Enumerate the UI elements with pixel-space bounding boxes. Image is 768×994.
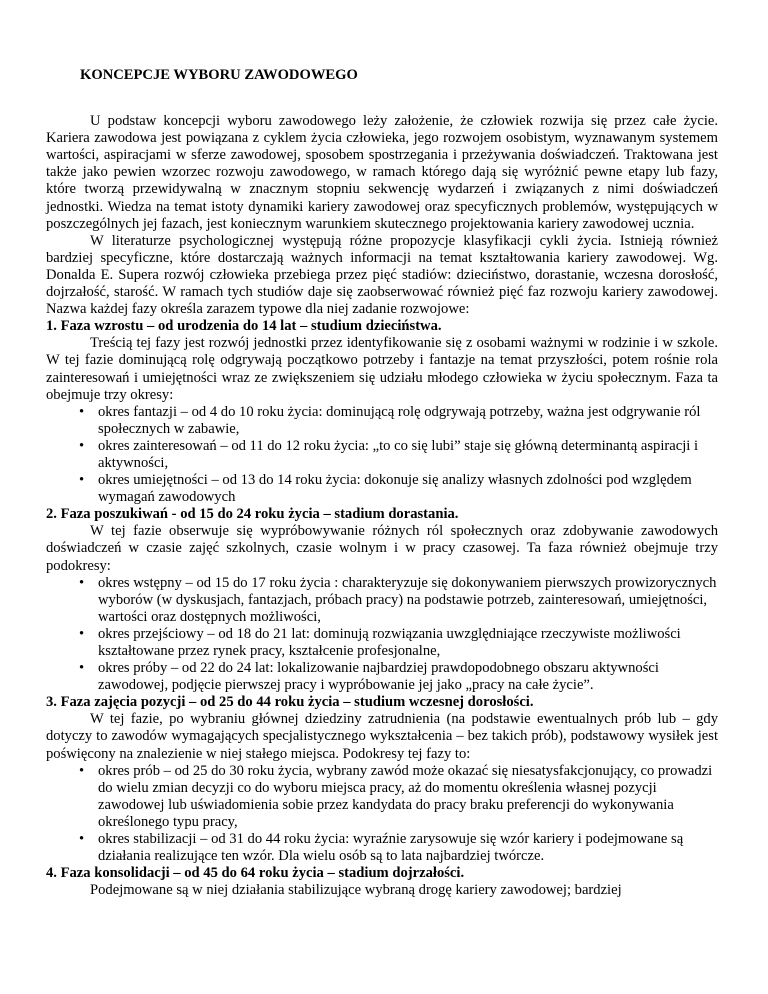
phase-2-heading: 2. Faza poszukiwań - od 15 do 24 roku życia – stadium dorastania. — [46, 506, 459, 523]
bullet-icon: • — [79, 660, 85, 677]
list-item: • okres wstępny – od 15 do 17 roku życia : charakteryzuje się dokonywaniem pierwszych prowizorycznych wyborów (w dyskusjach, fantazjach, próbach pracy) na podstawie potrzeb, zainteresowań, umiejętności, wartości oraz dostępnych możliwości, — [79, 574, 717, 625]
phase-4-text: Podejmowane są w niej działania stabilizujące wybraną drogę kariery zawodowej; bardziej — [90, 882, 622, 899]
phase-3-heading: 3. Faza zajęcia pozycji – od 25 do 44 roku życia – studium wczesnej dorosłości. — [46, 694, 534, 711]
list-item: • okres próby – od 22 do 24 lat: lokalizowanie najbardziej prawdopodobnego obszaru aktywności zawodowej, podjęcie pierwszej pracy i wypróbowanie jej jako „pracy na całe życie”. — [79, 660, 659, 694]
list-item: • okres przejściowy – od 18 do 21 lat: dominują rozwiązania uwzględniające rzeczywiste możliwości kształtowane przez rynek pracy, kształcenie profesjonalne, — [79, 625, 681, 659]
phase-1-text: Treścią tej fazy jest rozwój jednostki przez identyfikowanie się z osobami ważnymi w rodzinie i w szkole. W tej fazie dominującą rolę odgrywają początkowo potrzeby i fantazje na temat przyszłości, potem rośnie rola zainteresowań i umiejętności wraz ze zwiększeniem się udziału młodego człowieka w życiu społecznym. Faza ta obejmuje trzy okresy: — [46, 335, 718, 403]
phase-1-list — [46, 404, 718, 507]
bullet-icon: • — [79, 403, 85, 420]
intro-paragraph-1: U podstaw koncepcji wyboru zawodowego leży założenie, że człowiek rozwija się przez całe życie. Kariera zawodowa jest powiązana z cyklem życia człowieka, jego rozwojem osobistym, wyznawanym systemem wartości, aspiracjami w sferze zawodowej, sposobem spostrzegania i przeżywania doświadczeń. Traktowana jest także jako pewien wzorzec rozwoju zawodowego, w ramach którego dają się wyróżnić pewne etapy lub fazy, które tworzą przewidywalną w znacznym stopniu sekwencję wydarzeń i związanych z nimi doświadczeń jednostki. Wiedza na temat istoty dynamiki kariery zawodowej oraz specyficznych problemów, występujących w poszczególnych jej fazach, jest koniecznym warunkiem skutecznego projektowania kariery zawodowej ucznia. — [46, 113, 718, 232]
phase-1-heading: 1. Faza wzrostu – od urodzenia do 14 lat – studium dzieciństwa. — [46, 318, 442, 335]
bullet-icon: • — [79, 574, 85, 591]
bullet-icon: • — [79, 437, 85, 454]
list-item: • okres prób – od 25 do 30 roku życia, wybrany zawód może okazać się niesatysfakcjonujący, co prowadzi do wielu zmian decyzji co do wyboru miejsca pracy, aż do momentu określenia własnej pozycji zawodowej lub uświadomienia sobie przez kandydata do pracy braku preferencji do wykonywania określonego typu pracy, — [79, 762, 713, 830]
bullet-icon: • — [79, 625, 85, 642]
phase-2-text: W tej fazie obserwuje się wypróbowywanie różnych ról społecznych oraz zdobywanie zawodowych doświadczeń w czasie zajęć szkolnych, czasie wolnym i w pracy czasowej. Ta faza również obejmuje trzy podokresy: — [46, 523, 718, 574]
phase-2-list — [46, 575, 718, 695]
list-item: • okres stabilizacji – od 31 do 44 roku życia: wyraźnie zarysowuje się wzór kariery i podejmowane są działania realizujące ten wzór. Dla wielu osób są to lata najbardziej twórcze. — [79, 831, 684, 865]
intro-paragraph-2: W literaturze psychologicznej występują różne propozycje klasyfikacji cykli życia. Istnieją również bardziej specyficzne, które dostarczają ważnych informacji na temat kształtowania kariery zawodowej. Wg. Donalda E. Supera rozwój człowieka przebiega przez pięć stadiów: dzieciństwo, dorastanie, wczesna dorosłość, dojrzałość, starość. W ramach tych studiów daje się zaobserwować również pięć faz rozwoju kariery zawodowej. Nazwa każdej fazy określa zarazem typowe dla niej zadanie rozwojowe: — [46, 232, 718, 318]
list-item: • okres zainteresowań – od 11 do 12 roku życia: „to co się lubi” staje się główną determinantą aspiracji i aktywności, — [79, 437, 699, 471]
bullet-icon: • — [79, 831, 85, 848]
phase-3-list — [46, 763, 718, 866]
list-item: • okres umiejętności – od 13 do 14 roku życia: dokonuje się analizy własnych zdolności pod względem wymagań zawodowych — [79, 472, 692, 506]
bullet-icon: • — [79, 762, 85, 779]
document-title: KONCEPCJE WYBORU ZAWODOWEGO — [80, 67, 358, 83]
phase-3-text: W tej fazie, po wybraniu głównej dziedziny zatrudnienia (na podstawie ewentualnych prób lub – gdy dotyczy to zawodów wymagających specjalistycznego wykształcenia – bez takich prób), podstawowy wysiłek jest poświęcony na znalezienie w niej stałego miejsca. Podokresy tej fazy to: — [46, 711, 718, 762]
list-item: • okres fantazji – od 4 do 10 roku życia: dominującą rolę odgrywają potrzeby, ważna jest odgrywanie ról społecznych w zabawie, — [79, 403, 701, 437]
bullet-icon: • — [79, 472, 85, 489]
phase-4-heading: 4. Faza konsolidacji – od 45 do 64 roku życia – stadium dojrzałości. — [46, 865, 465, 882]
